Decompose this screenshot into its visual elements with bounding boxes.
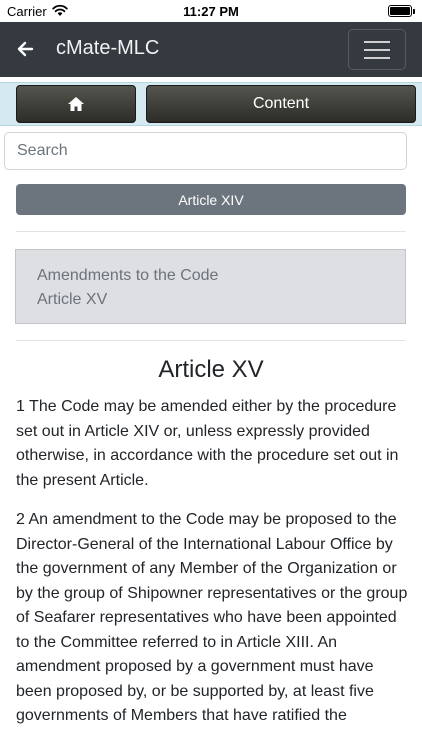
- divider: [16, 231, 406, 232]
- home-button[interactable]: [16, 85, 136, 123]
- article-heading: Article XV: [158, 356, 264, 383]
- back-arrow-icon[interactable]: [14, 37, 36, 61]
- hamburger-menu-button[interactable]: [348, 29, 406, 70]
- app-title: cMate-MLC: [56, 37, 160, 59]
- button-bar: [0, 82, 422, 126]
- article-paragraph-2: 2 An amendment to the Code may be proposed to the Director-General of the International Labour Office by the government of any Member of the Organization or by the group of Shipowner representatives or the group of Seafarer representatives who have been appointed to the Committee referred to in Article XIII. An amendment proposed by a government must have been proposed by, or be supported by, at least five governments of Members that have ratified the: [16, 511, 408, 724]
- home-icon: [67, 96, 85, 112]
- hamburger-line: [364, 41, 390, 43]
- breadcrumb-section: Amendments to the Code: [37, 267, 219, 284]
- search-input[interactable]: [4, 132, 407, 170]
- carrier-label: Carrier: [7, 4, 47, 19]
- divider: [16, 340, 406, 341]
- clock: 11:27 PM: [183, 4, 239, 19]
- hamburger-line: [364, 57, 390, 59]
- status-bar: [0, 0, 422, 22]
- article-paragraph-1: 1 The Code may be amended either by the procedure set out in Article XIV or, unless expressly provided otherwise, in accordance with the procedure set out in the present Article.: [16, 398, 399, 489]
- content-button[interactable]: Content: [146, 85, 416, 123]
- breadcrumb-box: [15, 249, 406, 324]
- battery-icon: [388, 5, 412, 17]
- hamburger-line: [364, 49, 390, 51]
- top-navbar: [0, 22, 422, 77]
- breadcrumb-article: Article XV: [37, 291, 108, 308]
- previous-article-button[interactable]: Article XIV: [16, 184, 406, 215]
